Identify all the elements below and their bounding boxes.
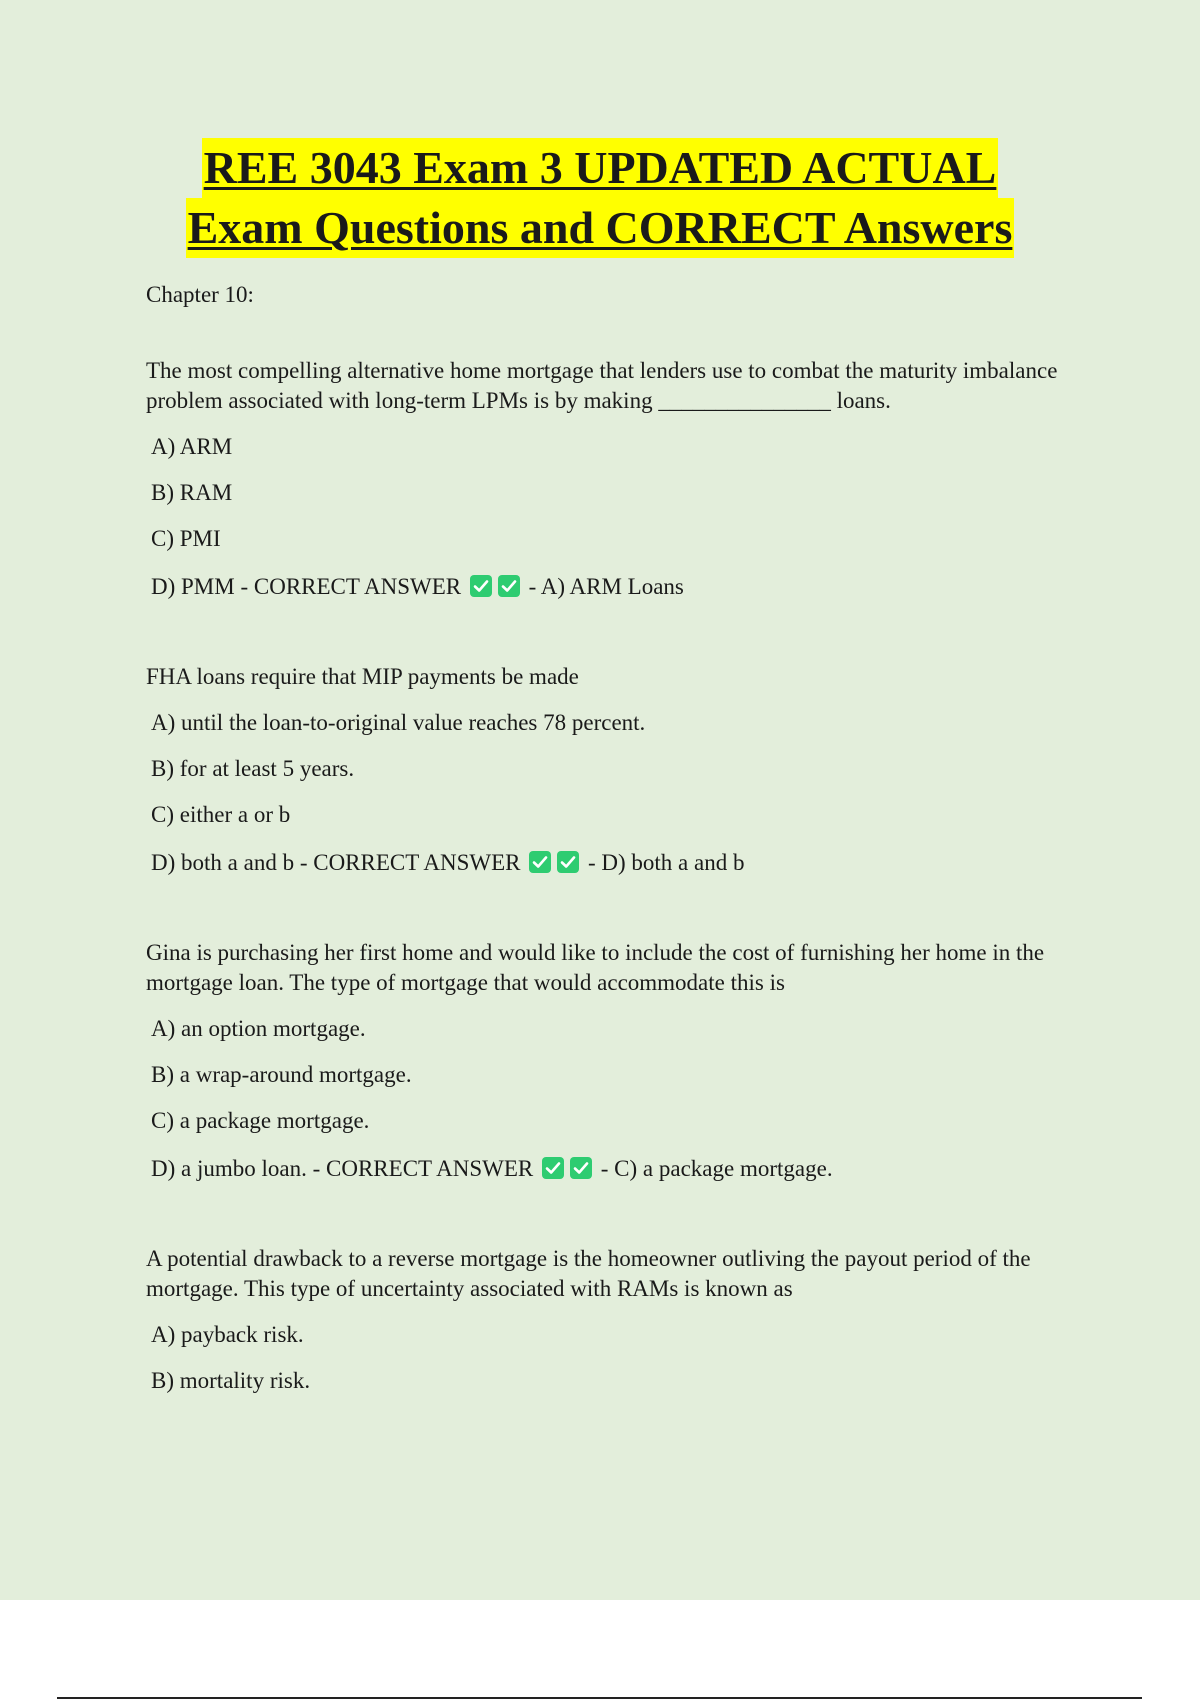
option-d-label: D) both a and b - CORRECT ANSWER — [151, 850, 521, 875]
check-mark-icon — [470, 575, 492, 597]
option-b: B) mortality risk. — [151, 1368, 311, 1393]
option-b: B) RAM — [151, 480, 233, 505]
check-mark-icon — [529, 851, 551, 873]
question-2 — [146, 662, 1096, 878]
option-b: B) a wrap-around mortgage. — [151, 1062, 412, 1087]
option-a: A) payback risk. — [151, 1322, 304, 1347]
title-line-2: Exam Questions and CORRECT Answers — [186, 198, 1015, 258]
check-mark-icon — [542, 1157, 564, 1179]
option-b: B) for at least 5 years. — [151, 756, 355, 781]
document-body — [146, 278, 1096, 1396]
check-mark-icon — [498, 575, 520, 597]
option-a: A) an option mortgage. — [151, 1016, 366, 1041]
option-d-with-answer — [146, 572, 1096, 602]
option-d-with-answer — [146, 848, 1096, 878]
option-c: C) either a or b — [151, 802, 291, 827]
document-title — [0, 138, 1200, 258]
question-stem: A potential drawback to a reverse mortgage is the homeowner outliving the payout period of the mortgage. This type of uncertainty associated with RAMs is known as — [146, 1246, 1031, 1301]
question-1 — [146, 356, 1096, 602]
question-stem: Gina is purchasing her first home and would like to include the cost of furnishing her home in the mortgage loan. The type of mortgage that would accommodate this is — [146, 940, 1045, 995]
option-a: A) until the loan-to-original value reaches 78 percent. — [151, 710, 646, 735]
correct-answer-text: - D) both a and b — [587, 850, 745, 875]
correct-answer-text: - C) a package mortgage. — [600, 1156, 833, 1181]
option-d-label: D) PMM - CORRECT ANSWER — [151, 574, 462, 599]
option-a: A) ARM — [151, 434, 233, 459]
option-d-with-answer — [146, 1154, 1096, 1184]
check-mark-icon — [570, 1157, 592, 1179]
option-c: C) PMI — [151, 526, 221, 551]
question-4 — [146, 1244, 1096, 1396]
question-stem: The most compelling alternative home mortgage that lenders use to combat the maturity imbalance problem associated with long-term LPMs is by making _______________ loans. — [146, 358, 1058, 413]
chapter-heading: Chapter 10: — [146, 282, 254, 307]
option-c: C) a package mortgage. — [151, 1108, 370, 1133]
correct-answer-text: - A) ARM Loans — [528, 574, 684, 599]
question-3 — [146, 938, 1096, 1184]
footer-divider — [57, 1697, 1142, 1699]
title-line-1: REE 3043 Exam 3 UPDATED ACTUAL — [202, 138, 999, 198]
check-mark-icon — [557, 851, 579, 873]
option-d-label: D) a jumbo loan. - CORRECT ANSWER — [151, 1156, 534, 1181]
question-stem: FHA loans require that MIP payments be made — [146, 664, 579, 689]
